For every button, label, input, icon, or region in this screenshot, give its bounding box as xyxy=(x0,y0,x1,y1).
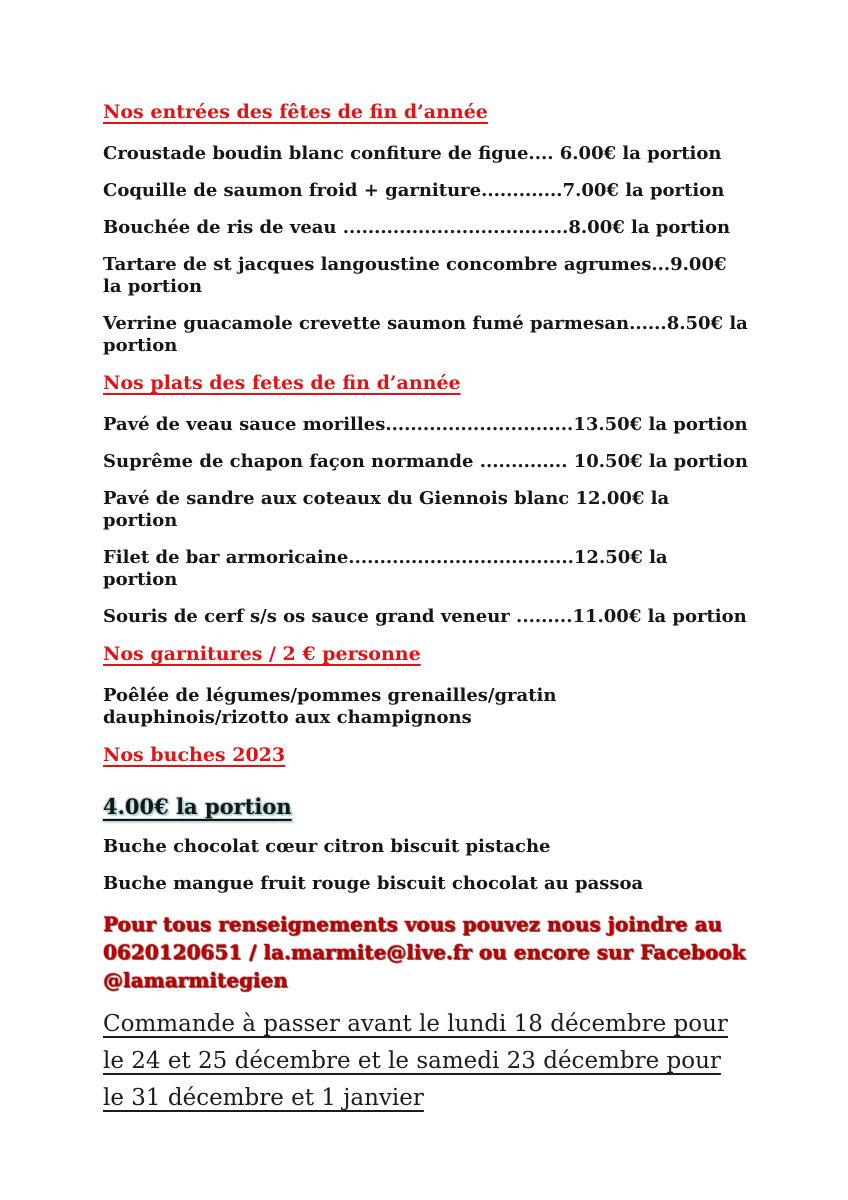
menu-item-supreme-chapon: Suprême de chapon façon normande .............. 10.50€ la portion xyxy=(103,451,748,472)
menu-item-buche-mangue: Buche mangue fruit rouge biscuit chocolat au passoa xyxy=(103,873,644,894)
contact-info: Pour tous renseignements vous pouvez nous joindre au 0620120651 / la.marmite@live.fr ou encore sur Facebook @lamarmitegien xyxy=(103,912,746,992)
menu-item-pave-veau: Pavé de veau sauce morilles..............................13.50€ la portion xyxy=(103,414,748,435)
section-heading-buches: Nos buches 2023 xyxy=(103,744,286,766)
menu-item-pave-sandre: Pavé de sandre aux coteaux du Giennois blanc 12.00€ la portion xyxy=(103,488,670,531)
menu-item-coquille: Coquille de saumon froid + garniture.............7.00€ la portion xyxy=(103,180,725,201)
section-heading-garnitures: Nos garnitures / 2 € personne xyxy=(103,643,421,665)
menu-item-filet-bar: Filet de bar armoricaine....................................12.50€ la portion xyxy=(103,547,668,590)
menu-item-verrine: Verrine guacamole crevette saumon fumé parmesan......8.50€ la portion xyxy=(103,313,748,356)
menu-item-bouchee: Bouchée de ris de veau ....................................8.00€ la portion xyxy=(103,217,731,238)
menu-item-croustade: Croustade boudin blanc confiture de figue.... 6.00€ la portion xyxy=(103,143,722,164)
garnitures-description: Poêlée de légumes/pommes grenailles/gratin dauphinois/rizotto aux champignons xyxy=(103,685,557,728)
order-deadline-note: Commande à passer avant le lundi 18 décembre pour le 24 et 25 décembre et le samedi 23 décembre pour le 31 décembre et 1 janvier xyxy=(103,1011,728,1111)
menu-item-souris-cerf: Souris de cerf s/s os sauce grand veneur .........11.00€ la portion xyxy=(103,606,747,627)
menu-item-buche-chocolat: Buche chocolat cœur citron biscuit pistache xyxy=(103,836,551,857)
section-heading-plats: Nos plats des fetes de fin d’année xyxy=(103,372,461,394)
menu-item-tartare: Tartare de st jacques langoustine concombre agrumes...9.00€ la portion xyxy=(103,254,727,297)
buches-price-line: 4.00€ la portion xyxy=(103,794,292,819)
section-heading-entrees: Nos entrées des fêtes de fin d’année xyxy=(103,101,488,123)
